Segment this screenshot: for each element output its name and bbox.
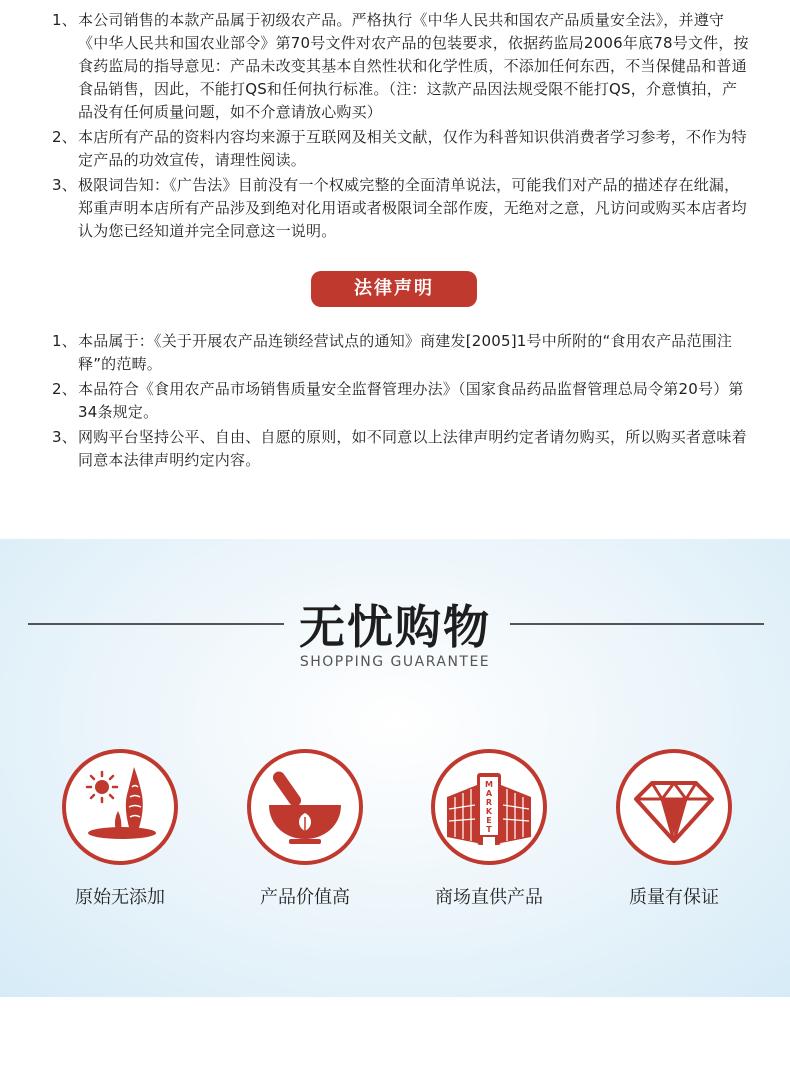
item-number: 1、 [52,11,77,29]
item-text: 本公司销售的本款产品属于初级农产品。严格执行《中华人民共和国农产品质量安全法》，并遵守《中华人民共和国农业部令》第70号文件对农产品的包装要求，依据药监局2006年底78号文件，按食药监局的指导意见：产品未改变其基本自然性状和化学性质，不添加任何东西，不当保健品和普通食品销售，因此，不能打QS和任何执行标准。（注：这款产品因法规受限不能打QS，介意慎拍，产品没有任何质量问题，如不介意请放心购买） [78,11,749,121]
market-sign-letter-e: E [486,816,492,825]
item-text: 本品符合《食用农产品市场销售质量安全监督管理办法》（国家食品药品监督管理总局令第20号）第34条规定。 [78,380,744,421]
item-number: 3、 [52,176,77,194]
market-sign-letter-r: R [485,798,493,807]
market-building-icon [429,747,549,867]
list-item [0,9,790,124]
feature-quality [609,747,739,909]
item-number: 3、 [52,428,77,446]
market-sign-letter-m: M [485,780,493,789]
feature-label: 商场直供产品 [435,887,543,908]
item-number: 1、 [52,332,77,350]
market-sign-letter-t: T [486,825,492,834]
list-item [0,174,790,243]
legal-title-badge: 法律声明 [311,271,477,307]
guarantee-title: 无忧购物 [299,600,491,654]
list-item [0,126,790,172]
list-item [0,378,790,424]
item-text: 本品属于：《关于开展农产品连锁经营试点的通知》商建发[2005]1号中所附的“食用农产品范围注释”的范畴。 [78,332,733,373]
list-item [0,330,790,376]
disclaimer-list [0,9,790,243]
market-sign-letter-a: A [485,789,493,798]
legal-section [0,330,790,474]
item-text: 本店所有产品的资料内容均来源于互联网及相关文献，仅作为科普知识供消费者学习参考，不作为特定产品的功效宣传，请理性阅读。 [78,128,747,169]
item-number: 2、 [52,128,77,146]
diamond-icon [614,747,734,867]
market-sign-letter-k: K [485,807,493,816]
feature-value [240,747,370,909]
mortar-pestle-icon [245,747,365,867]
feature-label: 产品价值高 [260,887,350,908]
feature-label: 质量有保证 [629,887,719,908]
legal-list [0,330,790,472]
disclaimer-section [0,9,790,245]
feature-natural [55,747,185,909]
feature-label: 原始无添加 [75,887,165,908]
item-text: 极限词告知：《广告法》目前没有一个权威完整的全面清单说法，可能我们对产品的描述存在纰漏，郑重声明本店所有产品涉及到绝对化用语或者极限词全部作废，无绝对之意，凡访问或购买本店者均认为您已经知道并完全同意这一说明。 [78,176,747,240]
item-number: 2、 [52,380,77,398]
guarantee-banner [0,539,790,997]
guarantee-subtitle: SHOPPING GUARANTEE [299,654,491,670]
list-item [0,426,790,472]
item-text: 网购平台坚持公平、自由、自愿的原则，如不同意以上法律声明约定者请勿购买，所以购买者意味着同意本法律声明约定内容。 [78,428,747,469]
plant-sun-icon [60,747,180,867]
feature-market [424,747,554,909]
